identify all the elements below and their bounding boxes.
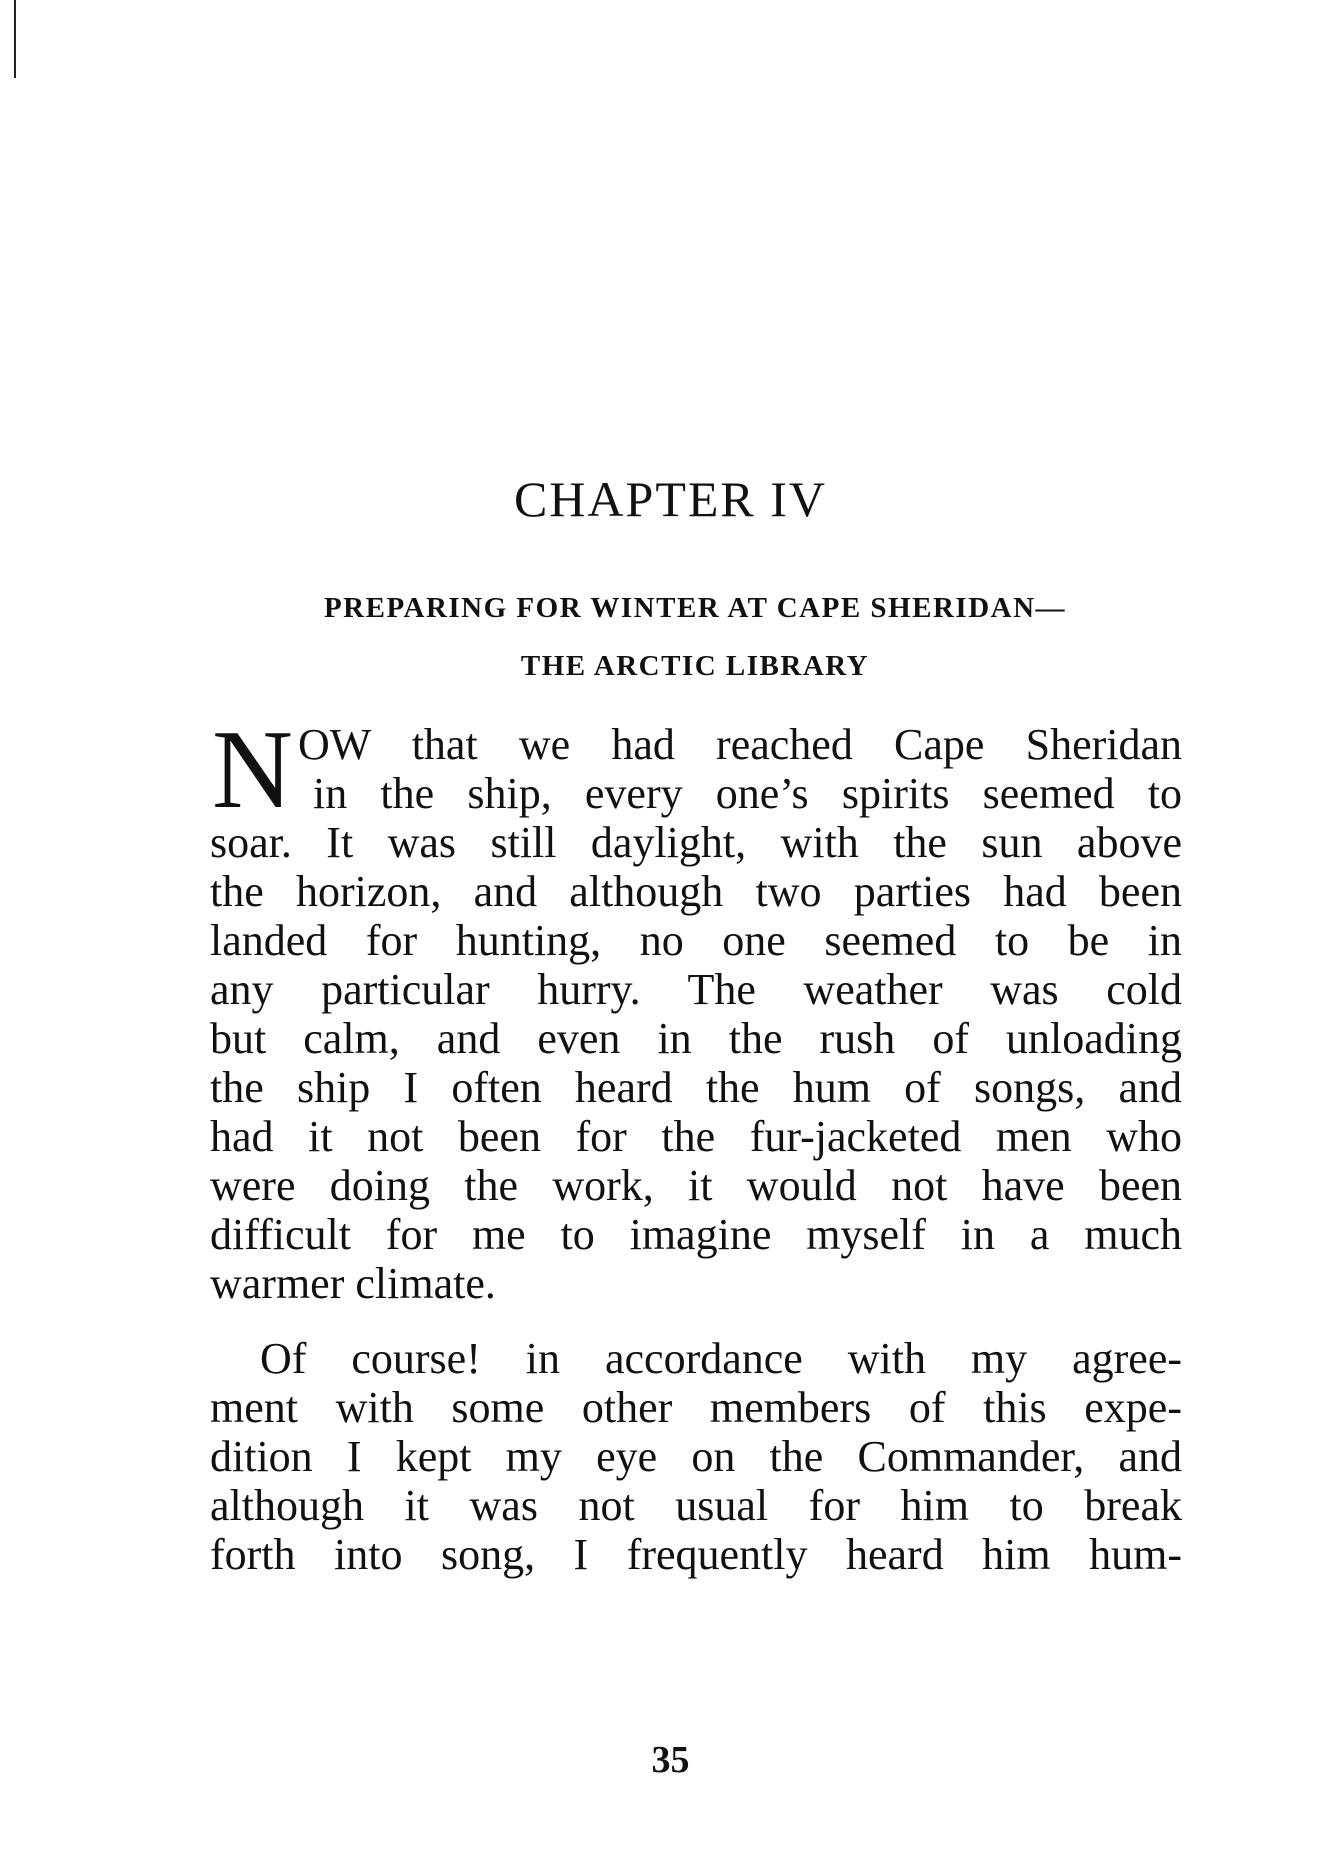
paragraph-2-line: Of course! in accordance with my agree- [260,1334,1182,1383]
paragraph-1-line: soar. It was still daylight, with the sun above [210,818,1182,867]
paragraph-1-line: any particular hurry. The weather was cold [210,965,1182,1014]
chapter-title: CHAPTER IV [513,471,828,527]
paragraph-1-line: the ship I often heard the hum of songs, and [210,1063,1182,1112]
paragraph-1-line: the horizon, and although two parties had been [210,867,1182,916]
paragraph-2-line: ment with some other members of this expe- [210,1383,1182,1432]
paragraph-1-line: OW that we had reached Cape Sheridan [298,720,1182,769]
drop-cap-initial: N [212,708,293,832]
paragraph-2-line: although it was not usual for him to break [210,1481,1182,1530]
paragraph-1-line: in the ship, every one’s spirits seemed to [313,769,1182,818]
paragraph-1-line: difficult for me to imagine myself in a much [210,1210,1182,1259]
paragraph-1-line: but calm, and even in the rush of unloading [210,1014,1182,1063]
paragraph-2-line: forth into song, I frequently heard him hum- [210,1530,1182,1579]
chapter-subtitle-line-2: THE ARCTIC LIBRARY [520,650,870,682]
paragraph-1-line: were doing the work, it would not have been [210,1161,1182,1210]
paragraph-1-line: warmer climate. [210,1259,496,1308]
page-number: 35 [651,1739,690,1781]
paragraph-1-line: had it not been for the fur-jacketed men who [210,1112,1182,1161]
paragraph-2-line: dition I kept my eye on the Commander, and [210,1432,1182,1481]
chapter-subtitle-line-1: PREPARING FOR WINTER AT CAPE SHERIDAN— [323,592,1067,624]
paragraph-1-line: landed for hunting, no one seemed to be in [210,916,1182,965]
